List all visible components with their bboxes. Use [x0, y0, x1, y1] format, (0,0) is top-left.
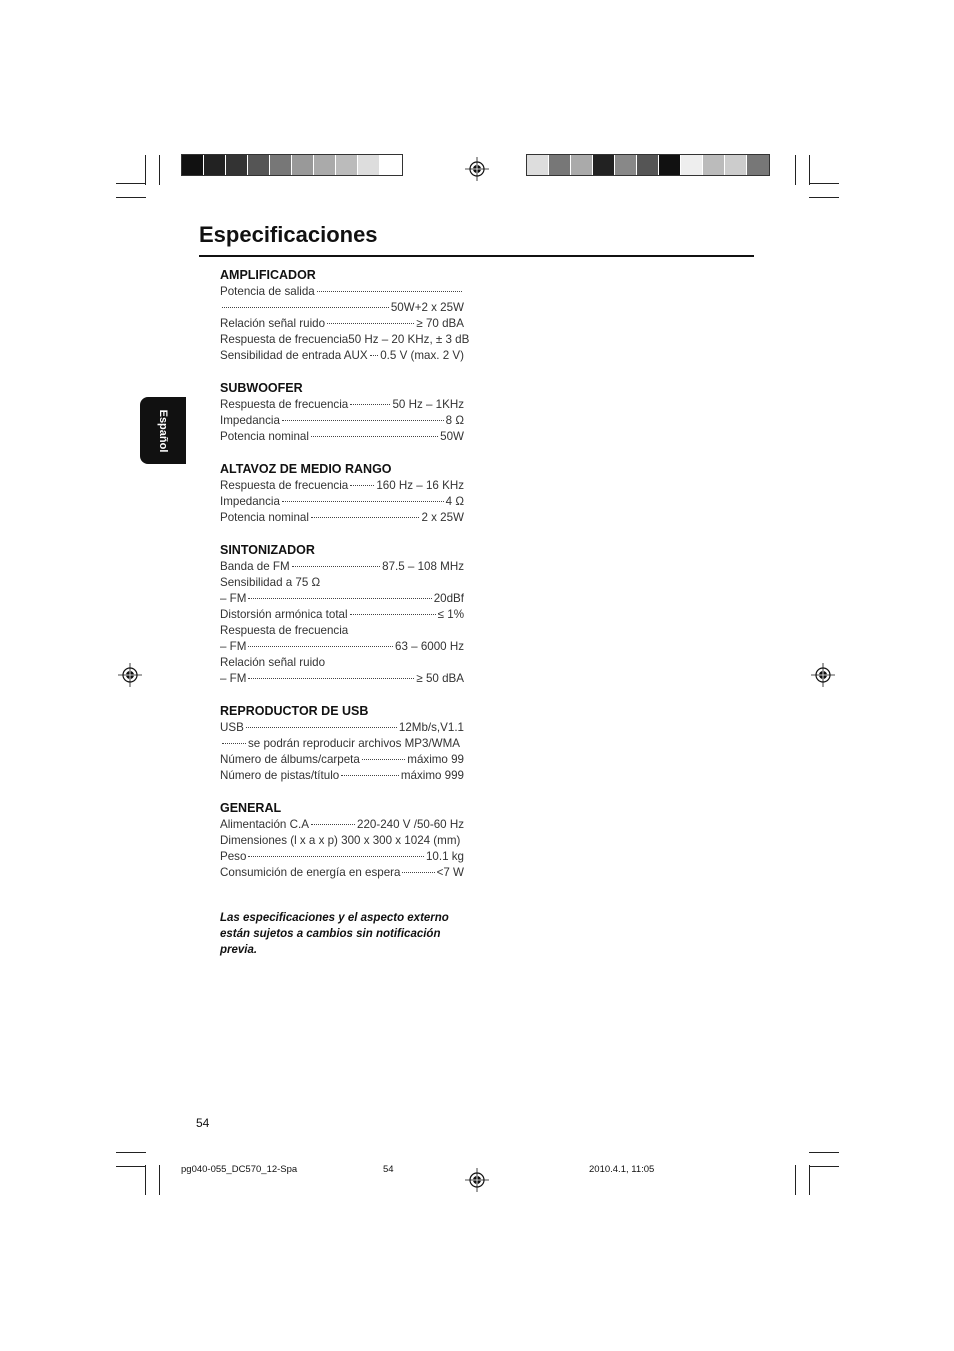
spec-value: 8 Ω — [445, 414, 464, 427]
spec-row — [220, 397, 464, 413]
spec-label: Distorsión armónica total — [220, 608, 348, 621]
color-swatch — [358, 155, 380, 175]
color-swatch — [725, 155, 747, 175]
spec-label: Peso — [220, 850, 247, 863]
dot-leader — [282, 501, 444, 502]
spec-value: se podrán reproducir archivos MP3/WMA — [248, 737, 460, 750]
color-swatch — [681, 155, 703, 175]
section-subwoofer — [220, 379, 464, 445]
color-swatch — [593, 155, 615, 175]
language-tab-label: Español — [157, 409, 169, 452]
page-number: 54 — [196, 1116, 210, 1130]
spec-label: Número de pistas/título — [220, 769, 340, 782]
registration-mark-icon — [118, 663, 142, 687]
dot-leader — [248, 678, 414, 679]
section-amplificador — [220, 266, 470, 364]
color-swatch — [571, 155, 593, 175]
spec-label: USB — [220, 721, 244, 734]
spec-row — [220, 478, 464, 494]
spec-row — [220, 720, 464, 736]
spec-label: Respuesta de frecuencia — [220, 479, 349, 492]
specifications-list — [220, 266, 470, 896]
section-heading: ALTAVOZ DE MEDIO RANGO — [220, 462, 392, 476]
spec-row — [220, 865, 464, 881]
spec-value: 87.5 – 108 MHz — [382, 560, 464, 573]
spec-value: máximo 99 — [407, 753, 464, 766]
spec-row — [220, 413, 464, 429]
language-tab — [140, 397, 186, 464]
spec-value: 63 – 6000 Hz — [395, 640, 464, 653]
color-calibration-bar-left — [181, 154, 403, 176]
section-reproductor-usb — [220, 702, 464, 784]
spec-label: – FM — [220, 672, 247, 685]
spec-label: Potencia nominal — [220, 511, 309, 524]
spec-row — [220, 768, 464, 784]
spec-label: Relación señal ruido — [220, 317, 326, 330]
spec-value: ≥ 50 dBA — [416, 672, 464, 685]
spec-row — [220, 332, 470, 348]
dot-leader — [311, 824, 355, 825]
spec-value: <7 W — [436, 866, 464, 879]
dot-leader — [222, 743, 246, 744]
spec-value: 20dBf — [433, 592, 464, 605]
registration-mark-icon — [811, 663, 835, 687]
spec-value: 50 Hz – 1KHz — [392, 398, 464, 411]
color-swatch — [292, 155, 314, 175]
dot-leader — [341, 775, 399, 776]
dot-leader — [248, 856, 424, 857]
spec-value: 50W — [440, 430, 464, 443]
color-swatch — [703, 155, 725, 175]
section-heading: SINTONIZADOR — [220, 543, 315, 557]
spec-row — [220, 607, 464, 623]
spec-value: 220-240 V /50-60 Hz — [357, 818, 464, 831]
dot-leader — [370, 355, 379, 356]
spec-row — [220, 510, 464, 526]
spec-value: ≤ 1% — [437, 608, 464, 621]
spec-row — [220, 316, 464, 332]
spec-value: 50W+2 x 25W — [390, 301, 464, 314]
dot-leader — [402, 872, 434, 873]
spec-value: 12Mb/s,V1.1 — [398, 721, 464, 734]
spec-label: – FM — [220, 640, 247, 653]
spec-row — [220, 300, 464, 316]
spec-value: ≥ 70 dBA — [416, 317, 464, 330]
dot-leader — [327, 323, 414, 324]
color-swatch — [549, 155, 571, 175]
spec-label: Impedancia — [220, 495, 280, 508]
color-swatch — [747, 155, 769, 175]
spec-row — [220, 623, 464, 639]
registration-mark-icon — [465, 157, 489, 181]
spec-row — [220, 591, 464, 607]
spec-label: Sensibilidad de entrada AUX — [220, 349, 368, 362]
spec-row — [220, 639, 464, 655]
color-swatch — [380, 155, 402, 175]
spec-row — [220, 752, 464, 768]
color-swatch — [659, 155, 681, 175]
color-calibration-bar-right — [526, 154, 770, 176]
disclaimer-note: Las especificaciones y el aspecto externo están sujetos a cambios sin notificación previa. — [220, 912, 449, 956]
section-heading: SUBWOOFER — [220, 381, 303, 395]
spec-row — [220, 559, 464, 575]
dot-leader — [222, 307, 389, 308]
spec-label: Banda de FM — [220, 560, 290, 573]
dot-leader — [246, 727, 397, 728]
spec-value: máximo 999 — [400, 769, 464, 782]
spec-text: Respuesta de frecuencia50 Hz – 20 KHz, ± 3 dB — [220, 333, 470, 346]
spec-row — [220, 494, 464, 510]
color-swatch — [527, 155, 549, 175]
spec-value: 160 Hz – 16 KHz — [376, 479, 464, 492]
section-heading: REPRODUCTOR DE USB — [220, 704, 369, 718]
dot-leader — [282, 420, 444, 421]
spec-label: Impedancia — [220, 414, 280, 427]
section-altavoz-medio-rango — [220, 460, 464, 526]
spec-label: Consumición de energía en espera — [220, 866, 401, 879]
spec-text: Respuesta de frecuencia — [220, 624, 349, 637]
color-swatch — [248, 155, 270, 175]
spec-row — [220, 655, 464, 671]
footer-date: 2010.4.1, 11:05 — [589, 1164, 655, 1175]
spec-row — [220, 817, 464, 833]
spec-text: Dimensiones (l x a x p) 300 x 300 x 1024 (mm) — [220, 834, 461, 847]
spec-value: 4 Ω — [445, 495, 464, 508]
spec-row — [220, 348, 464, 364]
dot-leader — [362, 759, 405, 760]
spec-row — [220, 284, 464, 300]
color-swatch — [270, 155, 292, 175]
spec-label: Respuesta de frecuencia — [220, 398, 349, 411]
spec-value: 0.5 V (max. 2 V) — [380, 349, 464, 362]
spec-text: Sensibilidad a 75 Ω — [220, 576, 321, 589]
spec-value: 10.1 kg — [425, 850, 464, 863]
section-heading: AMPLIFICADOR — [220, 268, 316, 282]
spec-value: 2 x 25W — [421, 511, 464, 524]
dot-leader — [350, 614, 436, 615]
spec-row — [220, 429, 464, 445]
registration-mark-icon — [465, 1168, 489, 1192]
spec-text: Relación señal ruido — [220, 656, 326, 669]
dot-leader — [292, 566, 381, 567]
section-general — [220, 799, 464, 881]
color-swatch — [182, 155, 204, 175]
page-title: Especificaciones — [199, 222, 378, 247]
dot-leader — [311, 436, 438, 437]
dot-leader — [350, 485, 374, 486]
spec-row — [220, 833, 464, 849]
footer-page: 54 — [383, 1164, 394, 1175]
spec-row — [220, 671, 464, 687]
color-swatch — [336, 155, 358, 175]
spec-label: Alimentación C.A — [220, 818, 309, 831]
dot-leader — [350, 404, 390, 405]
spec-row — [220, 575, 464, 591]
spec-label: Número de álbums/carpeta — [220, 753, 360, 766]
dot-leader — [317, 291, 462, 292]
color-swatch — [314, 155, 336, 175]
color-swatch — [226, 155, 248, 175]
dot-leader — [248, 598, 431, 599]
color-swatch — [637, 155, 659, 175]
color-swatch — [615, 155, 637, 175]
spec-row — [220, 849, 464, 865]
section-heading: GENERAL — [220, 801, 282, 815]
spec-label: Potencia de salida — [220, 285, 315, 298]
color-swatch — [204, 155, 226, 175]
dot-leader — [248, 646, 393, 647]
spec-label: – FM — [220, 592, 247, 605]
spec-label: Potencia nominal — [220, 430, 309, 443]
spec-row — [220, 736, 464, 752]
title-divider — [199, 255, 754, 257]
footer-filename: pg040-055_DC570_12-Spa — [181, 1164, 298, 1175]
dot-leader — [311, 517, 420, 518]
section-sintonizador — [220, 541, 464, 687]
